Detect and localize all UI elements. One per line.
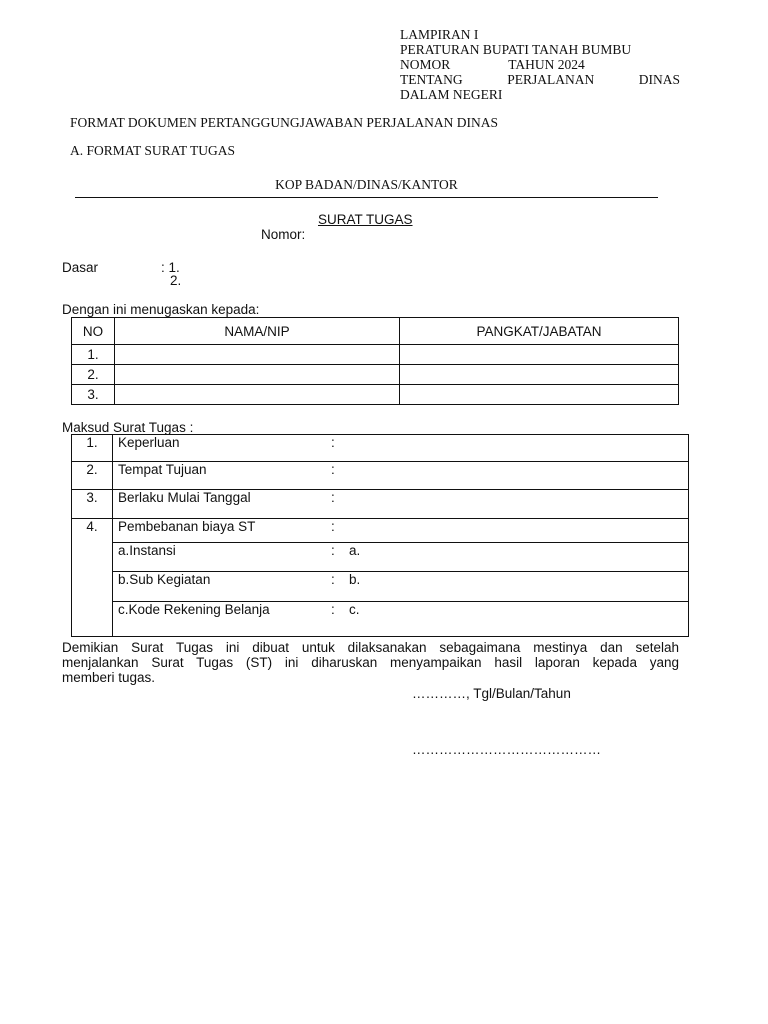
table-row — [72, 519, 689, 637]
nama-cell — [115, 345, 400, 365]
dasar-item-2: 2. — [170, 273, 182, 288]
sub-colon: : — [331, 543, 335, 558]
header-nama-nip: NAMA/NIP — [115, 318, 400, 345]
dengan-text: Dengan ini menugaskan kepada: — [62, 302, 260, 317]
sub-row — [113, 601, 688, 636]
table-row — [72, 345, 679, 365]
format-title: FORMAT DOKUMEN PERTANGGUNGJAWABAN PERJALANAN DINAS — [70, 115, 499, 130]
row-number: 2. — [72, 365, 115, 385]
header-no: NO — [72, 318, 115, 345]
tentang-word: DINAS — [638, 72, 680, 87]
sub-value: b. — [349, 572, 361, 587]
row-colon: : — [331, 490, 335, 505]
sub-label: b.Sub Kegiatan — [118, 572, 211, 587]
surat-tugas-nomor: Nomor: — [261, 227, 306, 242]
maksud-table — [71, 434, 689, 637]
row-content — [113, 435, 689, 462]
header-pangkat-jabatan: PANGKAT/JABATAN — [400, 318, 679, 345]
row-content — [113, 519, 689, 637]
nomor-label: NOMOR — [400, 57, 451, 72]
dalam-negeri-line: DALAM NEGERI — [400, 87, 503, 102]
demikian-paragraph — [62, 640, 679, 685]
tentang-line — [400, 72, 680, 87]
table-row — [72, 435, 689, 462]
dasar-item-1: : 1. — [161, 260, 180, 275]
row-number: 4. — [72, 519, 113, 637]
sub-colon: : — [331, 572, 335, 587]
demikian-line: menjalankan Surat Tugas (ST) ini diharuskan menyampaikan hasil laporan kepada yang — [62, 655, 679, 670]
tentang-word: PERJALANAN — [507, 72, 595, 87]
sub-label: a.Instansi — [118, 543, 176, 558]
row-number: 1. — [72, 345, 115, 365]
pangkat-cell — [400, 345, 679, 365]
row-colon: : — [331, 519, 335, 534]
date-placeholder: …………, Tgl/Bulan/Tahun — [412, 686, 571, 701]
tentang-word: TENTANG — [400, 72, 463, 87]
table-row — [72, 365, 679, 385]
row-number: 1. — [72, 435, 113, 462]
row-label: Tempat Tujuan — [118, 462, 207, 477]
table-row — [72, 385, 679, 405]
row-label: Pembebanan biaya ST — [118, 519, 256, 534]
peraturan-line: PERATURAN BUPATI TANAH BUMBU — [400, 42, 632, 57]
nomor-line — [400, 57, 680, 72]
table-row — [72, 462, 689, 490]
pangkat-cell — [400, 385, 679, 405]
row-number: 3. — [72, 490, 113, 519]
tahun-label: TAHUN 2024 — [508, 57, 585, 72]
lampiran-line: LAMPIRAN I — [400, 27, 479, 42]
demikian-line: Demikian Surat Tugas ini dibuat untuk dilaksanakan sebagaimana mestinya dan setelah — [62, 640, 679, 655]
signature-placeholder: …………………………………… — [412, 742, 601, 757]
sub-row — [113, 542, 688, 571]
demikian-line: memberi tugas. — [62, 670, 156, 685]
row-label: Berlaku Mulai Tanggal — [118, 490, 251, 505]
sub-label: c.Kode Rekening Belanja — [118, 602, 270, 617]
pangkat-cell — [400, 365, 679, 385]
table-header-row — [72, 318, 679, 345]
sub-value: a. — [349, 543, 361, 558]
sub-value: c. — [349, 602, 360, 617]
kop-divider — [75, 197, 658, 198]
dasar-label: Dasar — [62, 260, 99, 275]
row-number: 3. — [72, 385, 115, 405]
kop-label: KOP BADAN/DINAS/KANTOR — [275, 177, 458, 192]
nama-cell — [115, 385, 400, 405]
maksud-label: Maksud Surat Tugas : — [62, 420, 194, 435]
lampiran-header — [400, 27, 680, 102]
personnel-table — [71, 317, 679, 405]
nama-cell — [115, 365, 400, 385]
table-row — [72, 490, 689, 519]
section-a-heading: A. FORMAT SURAT TUGAS — [70, 143, 236, 158]
sub-row — [113, 571, 688, 601]
row-colon: : — [331, 462, 335, 477]
row-label: Keperluan — [118, 435, 180, 450]
row-content — [113, 462, 689, 490]
row-number: 2. — [72, 462, 113, 490]
row-content — [113, 490, 689, 519]
sub-colon: : — [331, 602, 335, 617]
surat-tugas-title: SURAT TUGAS — [318, 212, 413, 227]
row-colon: : — [331, 435, 335, 450]
